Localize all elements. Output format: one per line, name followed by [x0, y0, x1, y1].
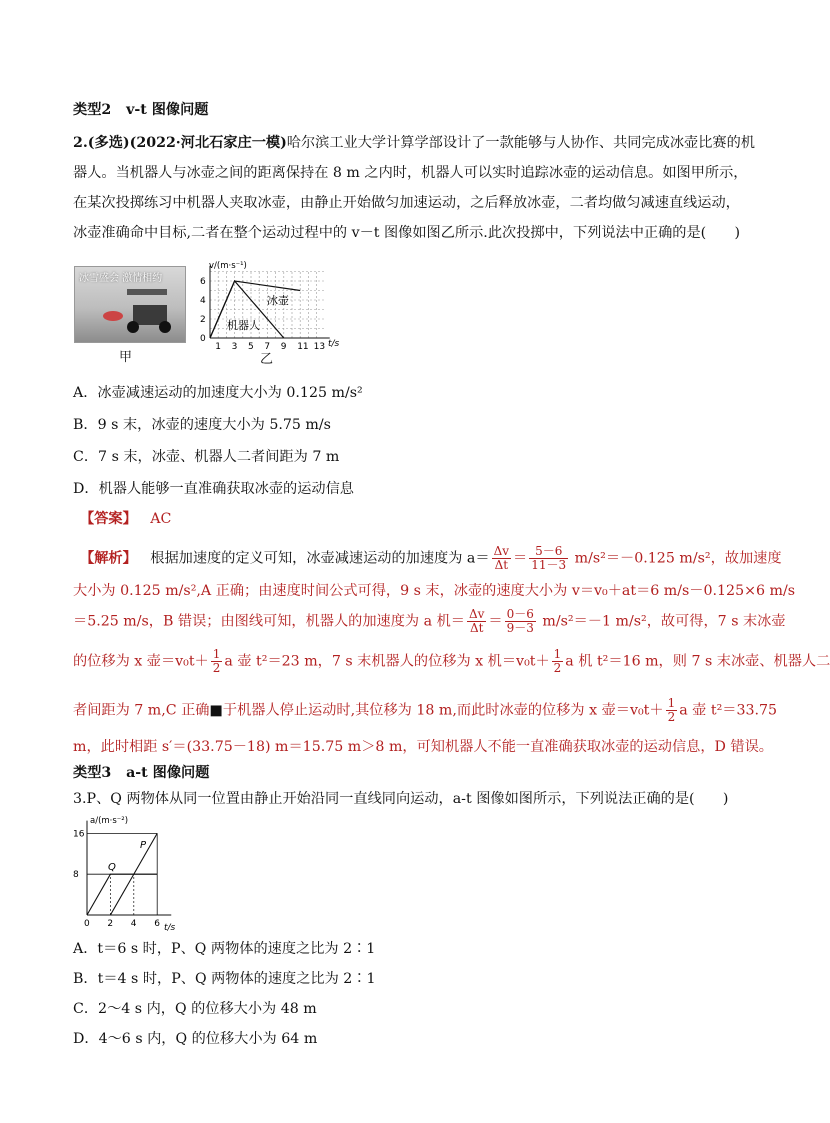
analysis-text: 的位移为 x 壶＝v₀t＋	[73, 653, 209, 670]
q2-stem-line1	[73, 134, 755, 152]
vt-chart	[195, 256, 345, 362]
fraction	[211, 648, 223, 675]
fraction	[505, 608, 536, 635]
fraction	[529, 545, 568, 572]
option-d: D．机器人能够一直准确获取冰壶的运动信息	[73, 481, 354, 497]
fig-label-jia: 甲	[119, 350, 133, 365]
option-a: A．冰壶减速运动的加速度大小为 0.125 m/s²	[73, 385, 363, 401]
x-tick-label: 13	[313, 342, 326, 352]
answer-value: AC	[150, 511, 172, 527]
y-tick-label: 2	[200, 315, 206, 325]
section-title: a-t 图像问题	[126, 765, 210, 781]
at-xlabel: t/s	[164, 923, 176, 933]
answer-label: 【答案】	[80, 511, 137, 527]
analysis-text: a 壶 t²＝23 m，7 s 末机器人的位移为 x 机＝v₀t＋	[224, 653, 550, 670]
analysis-line1	[80, 545, 782, 572]
frac-num: 1	[667, 696, 676, 710]
answer-line	[80, 510, 171, 528]
frac-den: 2	[212, 661, 221, 675]
x-tick-label: 2	[107, 919, 114, 929]
analysis-line3	[73, 608, 786, 635]
q2-stem-line2: 器人。当机器人与冰壶之间的距离保持在 8 m 之内时，机器人可以实时追踪冰壶的运动信息。如图甲所示，	[73, 165, 748, 181]
at-label-q: Q	[108, 862, 116, 873]
vt-label-bingh: 冰壶	[267, 294, 289, 307]
vt-label-robot: 机器人	[227, 319, 260, 332]
q3-option-b: B．t＝4 s 时，P、Q 两物体的速度之比为 2∶1	[73, 971, 376, 987]
q3-option-d: D．4～6 s 内，Q 的位移大小为 64 m	[73, 1031, 318, 1047]
vt-axes	[200, 266, 330, 352]
analysis-text: m/s²＝－0.125 m/s²，故加速度	[570, 550, 782, 567]
q3-stem: 3.P、Q 两物体从同一位置由静止开始沿同一直线同向运动，a-t 图像如图所示，下列说法正确的是( )	[73, 791, 729, 807]
analysis-text: 于机器人停止运动时,其位移为 18 m,而此时冰壶的位移为 x 壶＝v₀t＋	[222, 702, 664, 719]
frac-den: Δt	[469, 621, 484, 635]
x-tick-label: 5	[248, 342, 254, 352]
fig-label-yi: 乙	[260, 352, 274, 367]
x-tick-label: 3	[231, 342, 238, 352]
q2-stem-line4: 冰壶准确命中目标,二者在整个运动过程中的 v－t 图像如图乙所示.此次投掷中，下列说法中正确的是( )	[73, 225, 741, 241]
section-title: v-t 图像问题	[126, 102, 209, 118]
fraction	[467, 608, 486, 635]
analysis-text: ＝5.25 m/s，B 错误；由图线可知，机器人的加速度为 a 机＝	[73, 613, 465, 630]
analysis-text: a 壶 t²＝33.75	[679, 702, 778, 719]
robot-arm	[127, 289, 167, 295]
x-tick-label: 7	[264, 342, 271, 352]
robot-wheel	[127, 321, 139, 333]
fraction	[666, 697, 678, 724]
q2-stem-line3: 在某次投掷练习中机器人夹取冰壶，由静止开始做匀加速运动，之后释放冰壶，二者均做匀减速直线运动，	[73, 195, 740, 211]
q3-option-a: A．t＝6 s 时，P、Q 两物体的速度之比为 2∶1	[73, 941, 376, 957]
vt-xlabel: t/s	[328, 339, 340, 349]
y-tick-label: 6	[200, 277, 206, 287]
option-c: C．7 s 末，冰壶、机器人二者间距为 7 m	[73, 449, 340, 465]
analysis-line5: 者间距为 7 m,C 正确■于机器人停止运动时,其位移为 18 m,而此时冰壶的位移为 x 壶＝v₀t＋ $\frac{1}{2}$ a 壶 t²＝33.75	[73, 696, 778, 724]
photo-banner: 冰雪盛会 激情相约	[79, 273, 163, 284]
fraction	[492, 545, 511, 572]
eq: ＝	[488, 613, 503, 630]
frac-num: 5－6	[529, 545, 568, 559]
frac-num: 1	[212, 647, 221, 661]
frac-num: 1	[553, 647, 562, 661]
x-tick-label: 9	[280, 342, 287, 352]
section3-heading	[73, 764, 209, 782]
q2-text: 哈尔滨工业大学计算学部设计了一款能够与人协作、共同完成冰壶比赛的机	[286, 135, 755, 151]
x-tick-label: 1	[215, 342, 221, 352]
option-b: B．9 s 末，冰壶的速度大小为 5.75 m/s	[73, 417, 331, 433]
frac-den: 11－3	[531, 558, 567, 572]
x-tick-label: 11	[297, 342, 309, 352]
y-tick-label: 0	[200, 334, 206, 344]
at-label-p: P	[140, 840, 147, 851]
robot-photo	[74, 266, 186, 343]
analysis-text: a 机 t²＝16 m，则 7 s 末冰壶、机器人二	[565, 653, 830, 670]
frac-num: 0－6	[506, 607, 534, 621]
x-tick-label: 0	[84, 919, 90, 929]
frac-num: Δv	[493, 544, 510, 558]
y-tick-label: 16	[73, 829, 85, 840]
curling-stone	[103, 311, 123, 321]
vt-ylabel: v/(m·s⁻¹)	[209, 261, 247, 271]
analysis-text: 者间距为 7 m,C 正确	[73, 702, 210, 719]
fraction	[552, 648, 564, 675]
frac-den: 2	[553, 661, 562, 675]
x-tick-label: 4	[130, 919, 137, 929]
analysis-line6: m，此时相距 s′＝(33.75－18) m＝15.75 m＞8 m，可知机器人不能一直准确获取冰壶的运动信息，D 错误。	[73, 739, 773, 755]
at-chart	[72, 812, 182, 934]
eq: ＝	[513, 550, 528, 567]
y-tick-label: 4	[200, 296, 206, 306]
analysis-label: 【解析】	[80, 550, 137, 567]
frac-den: Δt	[494, 558, 509, 572]
analysis-line4	[73, 648, 830, 675]
q3-option-c: C．2～4 s 内，Q 的位移大小为 48 m	[73, 1001, 317, 1017]
analysis-text: m/s²＝－1 m/s²，故可得，7 s 末冰壶	[537, 613, 786, 630]
robot-wheel	[159, 321, 171, 333]
frac-num: Δv	[468, 607, 485, 621]
q2-number: 2.(多选)(2022·河北石家庄一模)	[73, 135, 287, 151]
section-label: 类型3	[73, 765, 112, 781]
frac-den: 9－3	[506, 621, 534, 635]
y-tick-label: 8	[73, 870, 79, 881]
frac-den: 2	[667, 710, 676, 724]
analysis-text: 根据加速度的定义可知，冰壶减速运动的加速度为 a＝	[150, 550, 490, 567]
at-ylabel: a/(m·s⁻²)	[90, 816, 129, 826]
analysis-line2: 大小为 0.125 m/s²,A 正确；由速度时间公式可得，9 s 末，冰壶的速度大小为 v＝v₀＋at＝6 m/s－0.125×6 m/s	[73, 583, 796, 599]
x-tick-label: 6	[154, 919, 160, 929]
section2-heading	[73, 101, 208, 119]
section-label: 类型2	[73, 102, 112, 118]
